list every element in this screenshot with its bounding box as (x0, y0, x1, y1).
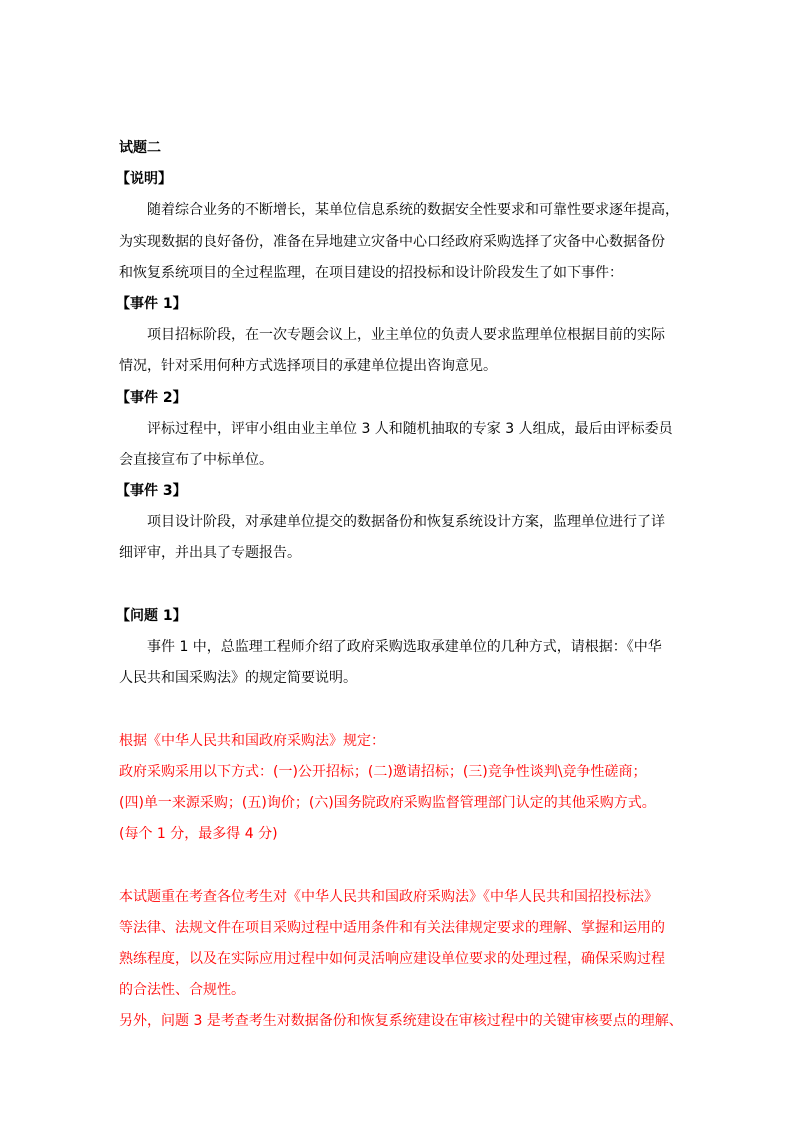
event3-line: 细评审，并出具了专题报告。 (119, 545, 301, 562)
spacer (119, 570, 684, 601)
document-title: 试题二 (119, 140, 161, 156)
description-heading: 【说明】 (116, 171, 172, 188)
document-page (116, 133, 684, 1037)
analysis-line: 另外，问题 3 是考查考生对数据备份和恢复系统建设在审核过程中的关键审核要点的理解、 (119, 1013, 683, 1030)
analysis-line: 等法律、法规文件在项目采购过程中适用条件和有关法律规定要求的理解、掌握和运用的 (119, 919, 665, 936)
event3-heading: 【事件 3】 (116, 483, 187, 500)
event3-line: 项目设计阶段，对承建单位提交的数据备份和恢复系统设计方案，监理单位进行了详 (147, 514, 665, 531)
question1-line: 人民共和国采购法》的规定简要说明。 (119, 670, 357, 687)
answer-line: (每个 1 分，最多得 4 分) (119, 826, 278, 843)
answer-line: 政府采购采用以下方式：(一)公开招标；(二)邀请招标；(三)竞争性谈判\竞争性磋商； (119, 763, 647, 780)
answer-line: (四)单一来源采购；(五)询价；(六)国务院政府采购监督管理部门认定的其他采购方式。 (119, 794, 656, 811)
analysis-line: 的合法性、合规性。 (119, 982, 245, 999)
answer-line: 根据《中华人民共和国政府采购法》规定： (119, 732, 385, 749)
analysis-line: 熟练程度，以及在实际应用过程中如何灵活响应建设单位要求的处理过程，确保采购过程 (119, 950, 665, 967)
description-line: 为实现数据的良好备份，准备在异地建立灾备中心口经政府采购选择了灾备中心数据备份 (119, 233, 665, 250)
question1-heading: 【问题 1】 (116, 607, 187, 624)
spacer (119, 850, 684, 881)
spacer (119, 694, 684, 725)
event2-line: 会直接宣布了中标单位。 (119, 451, 273, 468)
event1-heading: 【事件 1】 (116, 295, 187, 312)
event1-line: 项目招标阶段，在一次专题会议上，业主单位的负责人要求监理单位根据目前的实际 (147, 327, 665, 344)
event1-line: 情况，针对采用何种方式选择项目的承建单位提出咨询意见。 (119, 358, 497, 375)
description-line: 和恢复系统项目的全过程监理，在项目建设的招投标和设计阶段发生了如下事件： (119, 264, 623, 281)
event2-heading: 【事件 2】 (116, 389, 187, 406)
question1-line: 事件 1 中，总监理工程师介绍了政府采购选取承建单位的几种方式，请根据：《中华 (147, 639, 662, 655)
analysis-line: 本试题重在考查各位考生对《中华人民共和国政府采购法》《中华人民共和国招投标法》 (119, 888, 658, 905)
description-line: 随着综合业务的不断增长，某单位信息系统的数据安全性要求和可靠性要求逐年提高， (147, 202, 679, 219)
event2-line: 评标过程中，评审小组由业主单位 3 人和随机抽取的专家 3 人组成，最后由评标委员 (147, 420, 673, 437)
